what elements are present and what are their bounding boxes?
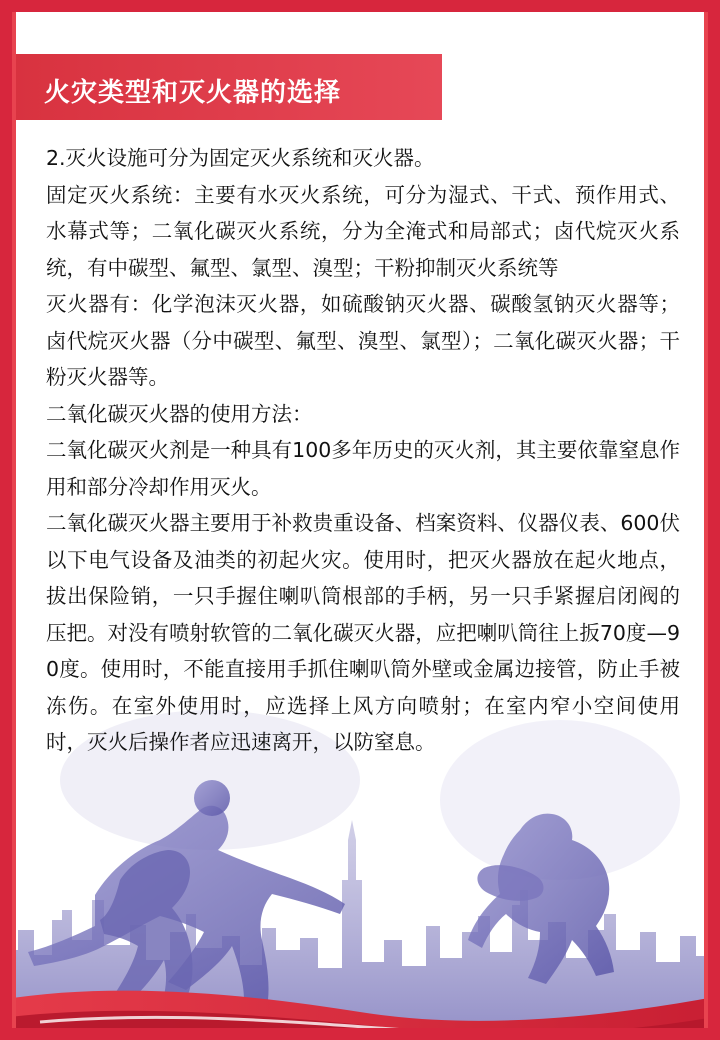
paragraph-extinguisher-types: 灭火器有：化学泡沫灭火器，如硫酸钠灭火器、碳酸氢钠灭火器等；卤代烷灭火器（分中碳型、氟型、溴型、氯型）；二氧化碳灭火器；干粉灭火器等。 xyxy=(46,292,680,389)
paragraph-co2-agent: 二氧化碳灭火剂是一种具有100多年历史的灭火剂，其主要依靠窒息作用和部分冷却作用灭火。 xyxy=(46,438,680,499)
paragraph-co2-instructions: 二氧化碳灭火器主要用于补救贵重设备、档案资料、仪器仪表、600伏以下电气设备及油类的初起火灾。使用时，把灭火器放在起火地点，拔出保险销，一只手握住喇叭筒根部的手柄，另一只手紧握启闭阀的压把。对没有喷射软管的二氧化碳灭火器，应把喇叭筒往上扳70度—90度。使用时，不能直接用手抓住喇叭筒外壁或金属边接管，防止手被冻伤。在室外使用时，应选择上风方向喷射；在室内窄小空间使用时，灭火后操作者应迅速离开，以防窒息。 xyxy=(46,511,680,754)
page-title: 火灾类型和灭火器的选择 xyxy=(44,78,342,108)
paragraph-intro: 2.灭火设施可分为固定灭火系统和灭火器。 xyxy=(46,146,435,170)
article-body xyxy=(46,140,680,761)
paragraph-fixed-systems: 固定灭火系统：主要有水灭火系统，可分为湿式、干式、预作用式、水幕式等；二氧化碳灭火系统，分为全淹式和局部式；卤代烷灭火系统，有中碳型、氟型、氯型、溴型；干粉抑制灭火系统等 xyxy=(46,182,680,280)
paragraph-co2-usage-heading: 二氧化碳灭火器的使用方法： xyxy=(46,401,313,426)
